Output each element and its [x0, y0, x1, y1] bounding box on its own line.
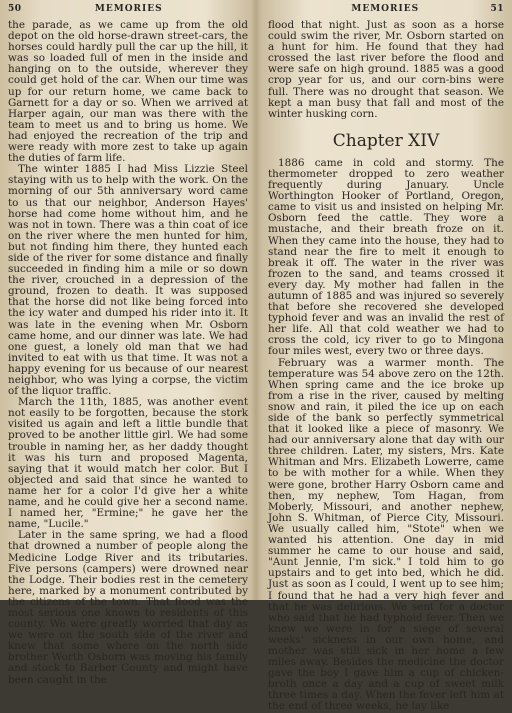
paragraph: the parade, as we came up from the old depot on the old horse-drawn street-cars, the horses could hardly pull the car up the hill, it was so loaded full of men in the inside and hanging on to the outside, wherever they could get hold of the car. When our time was up for our return home, we came back to Garnett for a day or so. When we arrived at Harper again, our man was there with the team to meet us and to bring us home. We had enjoyed the recreation of the trip and were ready with more zest to take up again the duties of farm life. [8, 19, 248, 165]
left-page [0, 0, 256, 686]
paragraph: flood that night. Just as soon as a horse could swim the river, Mr. Osborn started on a hunt for him. He found that they had crossed the last river before the flood and were safe on high ground. 1885 was a good crop year for us, and our corn-bins were full. There was no drought that season. We kept a man busy that fall and most of the winter husking corn. [268, 19, 504, 120]
paragraph: The winter 1885 I had Miss Lizzie Steel staying with us to help with the work. On the morning of our 5th anniversary word came to us that our neighbor, Anderson Hayes' horse had come home without him, and he was not in town. There was a thin coat of ice on the river where the men hunted for him, but not finding him there, they hunted each side of the river for some distance and finally succeeded in finding him a mile or so down the river, crouched in a depression of the ground, frozen to death. It was supposed that the horse did not like being forced into the icy water and dumped his rider into it. It was late in the evening when Mr. Osborn came home, and our dinner was late. We had one guest, a lonely old man that we had invited to eat with us that time. It was not a happy evening for us because of our nearest neighbor, who was lying a corpse, the victim of the liquor traffic. [8, 163, 248, 398]
right-page-text [268, 20, 504, 713]
chapter-heading: Chapter XIV [332, 130, 440, 151]
paragraph: March the 11th, 1885, was another event not easily to be forgotten, because the stork visited us again and left a little bundle that proved to be another little girl. We had some trouble in naming her, as her daddy thought it was his turn and proposed Magenta, saying that it would match her color. But I objected and said that since he wanted to name her for a color I'd give her a white name, and he could give her a second name. I named her, "Ermine;" he gave her the name, "Lucile." [8, 396, 248, 531]
right-page [256, 0, 512, 713]
right-page-header [268, 4, 504, 16]
paragraph: February was a warmer month. The temperature was 54 above zero on the 12th. When spring came and the ice broke up from a rise in the river, caused by melting snow and rain, it piled the ice up on each side of the bank so perfectly symmetrical that it looked like a piece of masonry. We had our anniversary alone that day with our three children. Later, my sisters, Mrs. Kate Whitman and Mrs. Elizabeth Lowerre, came to be with mother for a while. When they were gone, brother Harry Osborn came and then, my nephew, Tom Hagan, from Moberly, Missouri, and another nephew, John S. Whitman, of Pierce City, Missouri. We usually called him, "Stote" when we wanted his attention. One day in mid summer he came to our house and said, "Aunt Jennie, I'm sick." I told him to go upstairs and to get into bed, which he did. Just as soon as I could, I went up to see him; I found that he had a very high fever and that he was delirious. We sent for a doctor who said that he had typhoid fever. Then we knew we were in for a siege of several weeks' sickness in our own home, and mother was still sick in her home a few miles away. Besides the medicine the doctor gave the boy I gave him a cup of chicken-broth once a day and a cup of sweet milk three times a day. When the fever left him at the end of three weeks, he lay like [268, 356, 504, 713]
paragraph: 1886 came in cold and stormy. The thermometer dropped to zero weather frequently during January. Uncle Worthington Hooker of Portland, Oregon, came to visit us and insisted on helping Mr. Osborn feed the cattle. They wore a mustache, and their breath froze on it. When they came into the house, they had to stand near the fire to melt it enough to break it off. The water in the river was frozen to the sand, and teams crossed it every day. My mother had fallen in the autumn of 1885 and was injured so severely that before she recovered she developed typhoid fever and was an invalid the rest of her life. All that cold weather we had to cross the cold, icy river to go to Mingona four miles west, every two or three days. [268, 156, 504, 358]
page-number: 50 [8, 4, 22, 14]
page-number: 51 [490, 4, 504, 14]
running-head: MEMORIES [94, 4, 163, 14]
running-head: MEMORIES [351, 4, 420, 14]
paragraph: Later in the same spring, we had a flood that drowned a number of people along the Medicine Lodge River and its tributaries. Five persons (campers) were drowned near the Lodge. Their bodies rest in the cemetery here, marked by a monument contributed by the citizens of the town. That flood was the most serious one known to residents of this county. We were greatly worried that day as we were on the south side of the river and knew that some where on the north side brother Worth Osborn was moving his family and stock to Barber County and might have been caught in the [8, 529, 248, 686]
left-page-text [8, 20, 248, 686]
left-page-header [8, 4, 248, 16]
